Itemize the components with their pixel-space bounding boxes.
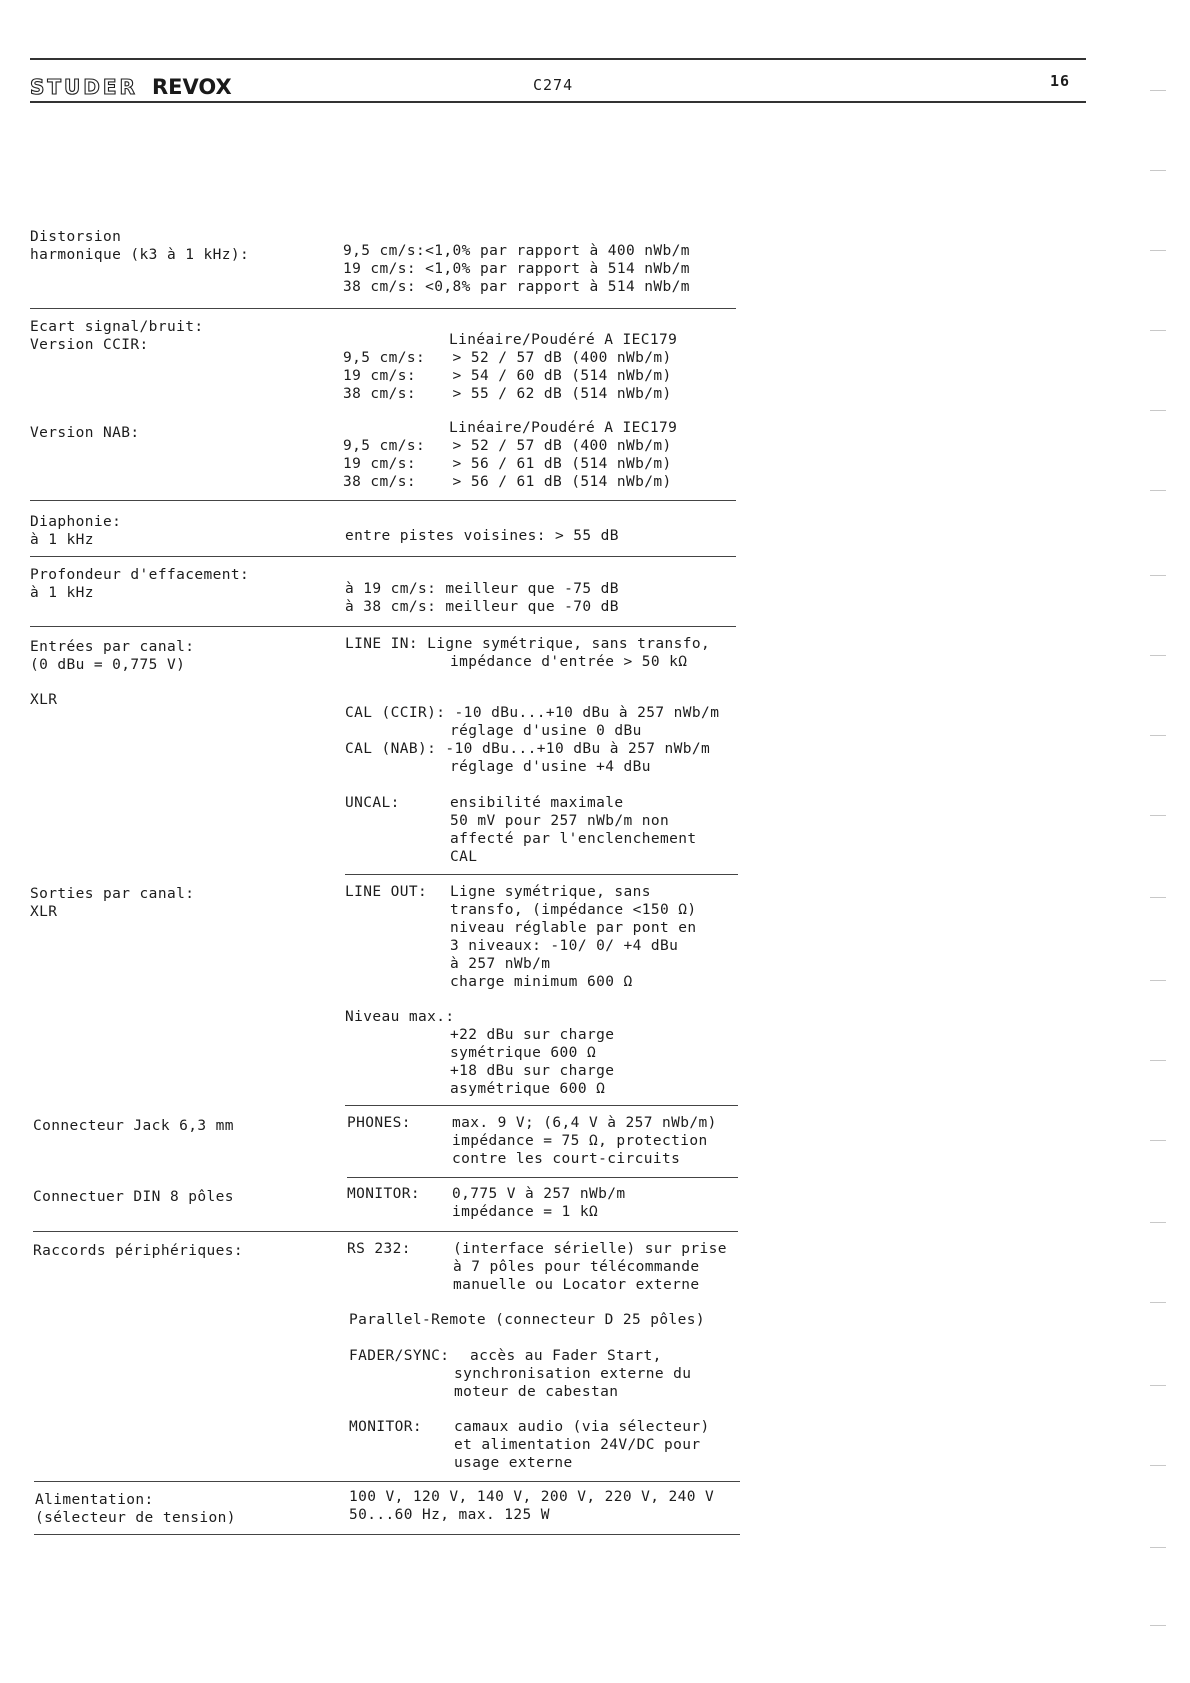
section-divider [30,308,736,309]
scan-mark [1150,170,1166,171]
din-monitor-key: MONITOR: [347,1186,421,1202]
cal-nab-value: réglage d'usine +4 dBu [450,759,651,775]
section-divider [30,556,736,557]
uncal-value: CAL [450,849,478,865]
fader-sync-value: synchronisation externe du [454,1366,692,1382]
jack-label: Connecteur Jack 6,3 mm [33,1118,234,1134]
scan-mark [1150,90,1166,91]
snr-nab-value: 19 cm/s: > 56 / 61 dB (514 nWb/m) [343,456,672,472]
cal-ccir-value: CAL (CCIR): -10 dBu...+10 dBu à 257 nWb/m [345,705,720,721]
snr-ccir-value: 9,5 cm/s: > 52 / 57 dB (400 nWb/m) [343,350,672,366]
scan-mark [1150,1625,1166,1626]
scan-mark [1150,1060,1166,1061]
section-divider [30,626,736,627]
monitor-value: usage externe [454,1455,573,1471]
uncal-value: 50 mV pour 257 nWb/m non [450,813,670,829]
line-out-key: LINE OUT: [345,884,428,900]
distortion-label: Distorsion [30,229,122,245]
section-divider [30,500,736,501]
rs232-key: RS 232: [347,1241,411,1257]
erase-value: à 38 cm/s: meilleur que -70 dB [345,599,619,615]
line-out-value: charge minimum 600 Ω [450,974,633,990]
cal-nab-value: CAL (NAB): -10 dBu...+10 dBu à 257 nWb/m [345,741,711,757]
power-value: 50...60 Hz, max. 125 W [349,1507,550,1523]
line-out-value: transfo, (impédance <150 Ω) [450,902,697,918]
erase-label: Profondeur d'effacement: [30,567,250,583]
brand-logo [30,74,232,100]
scan-mark [1150,815,1166,816]
scan-mark [1150,250,1166,251]
erase-label-sub: à 1 kHz [30,585,94,601]
snr-nab-value: 9,5 cm/s: > 52 / 57 dB (400 nWb/m) [343,438,672,454]
max-level-value: asymétrique 600 Ω [450,1081,606,1097]
scan-mark [1150,575,1166,576]
power-label: Alimentation: [35,1492,154,1508]
line-out-value: 3 niveaux: -10/ 0/ +4 dBu [450,938,679,954]
phones-value: impédance = 75 Ω, protection [452,1133,708,1149]
scan-mark [1150,655,1166,656]
scan-mark [1150,1385,1166,1386]
crosstalk-label-sub: à 1 kHz [30,532,94,548]
scan-mark [1150,735,1166,736]
section-divider [347,1177,738,1178]
snr-label: Ecart signal/bruit: [30,319,204,335]
scan-mark [1150,490,1166,491]
snr-ccir-value: 19 cm/s: > 54 / 60 dB (514 nWb/m) [343,368,672,384]
section-divider [33,1231,738,1232]
phones-key: PHONES: [347,1115,411,1131]
din-monitor-value: 0,775 V à 257 nWb/m [452,1186,626,1202]
max-level-value: symétrique 600 Ω [450,1045,597,1061]
section-divider [345,874,738,875]
line-out-value: à 257 nWb/m [450,956,551,972]
max-level-value: +22 dBu sur charge [450,1027,615,1043]
scan-mark [1150,1140,1166,1141]
snr-ccir-label: Version CCIR: [30,337,149,353]
scan-mark [1150,1465,1166,1466]
section-divider [345,1105,738,1106]
power-value: 100 V, 120 V, 140 V, 200 V, 220 V, 240 V [349,1489,715,1505]
periph-label: Raccords périphériques: [33,1243,243,1259]
header-rule-top [30,58,1086,60]
scan-mark [1150,897,1166,898]
distortion-value: 9,5 cm/s:<1,0% par rapport à 400 nWb/m [343,243,690,259]
monitor-value: camaux audio (via sélecteur) [454,1419,710,1435]
snr-nab-label: Version NAB: [30,425,140,441]
parallel-remote-value: Parallel-Remote (connecteur D 25 pôles) [349,1312,706,1328]
monitor-value: et alimentation 24V/DC pour [454,1437,701,1453]
din-monitor-value: impédance = 1 kΩ [452,1204,599,1220]
line-out-value: niveau réglable par pont en [450,920,697,936]
scan-mark [1150,410,1166,411]
uncal-value: ensibilité maximale [450,795,624,811]
rs232-value: (interface sérielle) sur prise [453,1241,727,1257]
distortion-value: 38 cm/s: <0,8% par rapport à 514 nWb/m [343,279,690,295]
phones-value: max. 9 V; (6,4 V à 257 nWb/m) [452,1115,717,1131]
outputs-label: Sorties par canal: [30,886,195,902]
max-level-key: Niveau max.: [345,1009,455,1025]
phones-value: contre les court-circuits [452,1151,681,1167]
uncal-key: UNCAL: [345,795,400,811]
line-out-value: Ligne symétrique, sans [450,884,651,900]
cal-ccir-value: réglage d'usine 0 dBu [450,723,642,739]
inputs-label: Entrées par canal: [30,639,195,655]
fader-sync-value: moteur de cabestan [454,1384,619,1400]
line-in-value: LINE IN: Ligne symétrique, sans transfo, [345,636,711,652]
header-rule-bottom [30,101,1086,103]
fader-sync-value: accès au Fader Start, [470,1348,662,1364]
line-in-value: impédance d'entrée > 50 kΩ [450,654,688,670]
snr-nab-value: 38 cm/s: > 56 / 61 dB (514 nWb/m) [343,474,672,490]
snr-ccir-value: 38 cm/s: > 55 / 62 dB (514 nWb/m) [343,386,672,402]
distortion-label-sub: harmonique (k3 à 1 kHz): [30,247,250,263]
outputs-connector: XLR [30,904,58,920]
rs232-value: manuelle ou Locator externe [453,1277,700,1293]
uncal-value: affecté par l'enclenchement [450,831,697,847]
model-number: C274 [533,76,574,94]
section-divider [34,1534,740,1535]
monitor-key: MONITOR: [349,1419,423,1435]
din-label: Connectuer DIN 8 pôles [33,1189,234,1205]
section-divider [34,1481,740,1482]
distortion-value: 19 cm/s: <1,0% par rapport à 514 nWb/m [343,261,690,277]
logo-revox: REVOX [151,75,232,99]
scan-mark [1150,980,1166,981]
snr-nab-head: Linéaire/Poudéré A IEC179 [449,420,678,436]
fader-sync-key: FADER/SYNC: [349,1348,450,1364]
page-number: 16 [1050,72,1071,90]
crosstalk-label: Diaphonie: [30,514,122,530]
logo-studer: STUDER [30,75,138,99]
inputs-connector: XLR [30,692,58,708]
scan-mark [1150,1222,1166,1223]
rs232-value: à 7 pôles pour télécommande [453,1259,700,1275]
power-label-sub: (sélecteur de tension) [35,1510,236,1526]
scan-mark [1150,1547,1166,1548]
erase-value: à 19 cm/s: meilleur que -75 dB [345,581,619,597]
inputs-label-sub: (0 dBu = 0,775 V) [30,657,186,673]
snr-ccir-head: Linéaire/Poudéré A IEC179 [449,332,678,348]
max-level-value: +18 dBu sur charge [450,1063,615,1079]
scan-mark [1150,1302,1166,1303]
scan-mark [1150,330,1166,331]
crosstalk-value: entre pistes voisines: > 55 dB [345,528,619,544]
